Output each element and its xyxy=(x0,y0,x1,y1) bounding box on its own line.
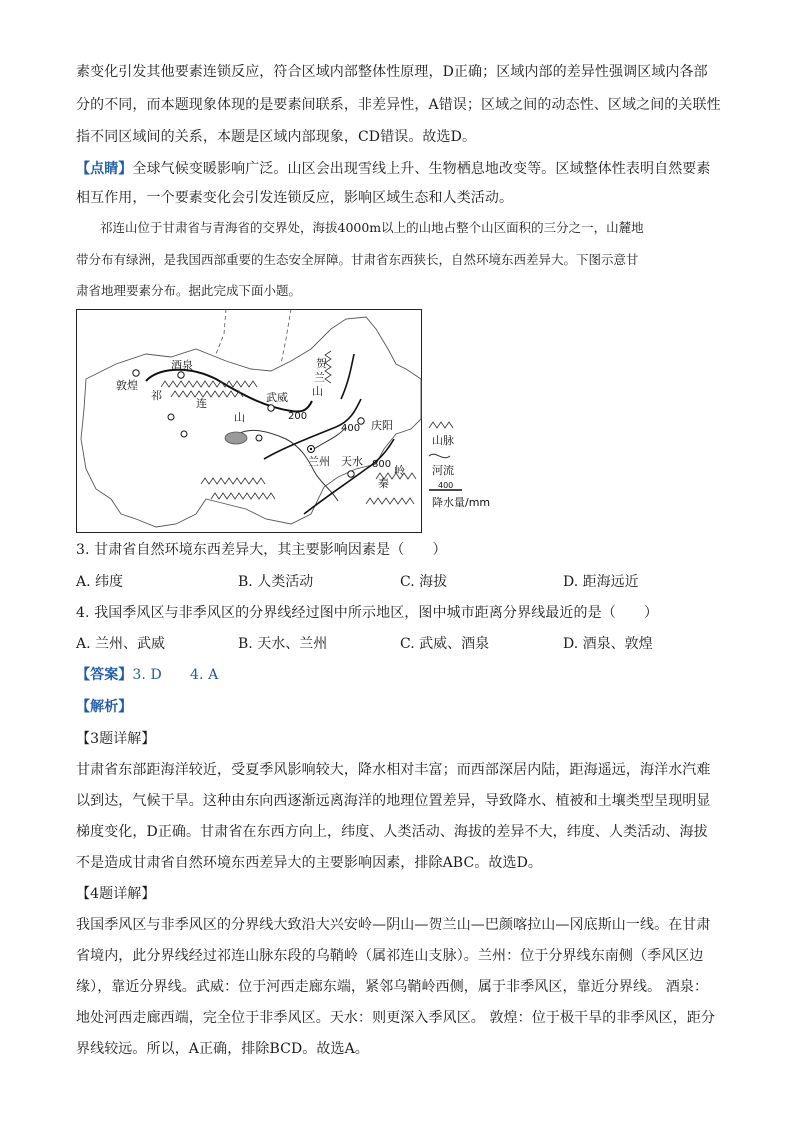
d3-line: 以到达，气候干旱。这种由东向西逐渐远离海洋的地理位置差异，导致降水、植被和土壤类型呈现明显 xyxy=(76,793,711,809)
label-ling: 岭 xyxy=(394,464,405,477)
city-unlabeled-dot xyxy=(256,435,262,441)
legend-isohyet-value: 400 xyxy=(438,481,454,490)
legend-isohyet-label: 降水量/mm xyxy=(432,496,491,509)
q4-text: 4. 我国季风区与非季风区的分界线经过图中所示地区，图中城市距离分界线最近的是（ ） xyxy=(76,605,659,621)
legend-river-label: 河流 xyxy=(432,464,454,477)
answer-text: 3. D 4. A xyxy=(132,667,219,683)
d4-line: 省境内，此分界线经过祁连山脉东段的乌鞘岭（属祁连山支脉）。兰州：位于分界线东南侧（季风区边 xyxy=(76,948,704,964)
stem-line: 带分布有绿洲，是我国西部重要的生态安全屏障。甘肃省东西狭长，自然环境东西差异大。下图示意甘 xyxy=(76,252,639,267)
city-unlabeled-dot xyxy=(168,414,174,420)
answer-line xyxy=(76,665,726,685)
q3-option-b[interactable]: B. 人类活动 xyxy=(238,574,314,590)
d3-line: 甘肃省东部距海洋较近，受夏季风影响较大，降水相对丰富；而西部深居内陆，距海遥远，海洋水汽难 xyxy=(76,762,711,778)
city-wuwei-dot xyxy=(268,405,274,411)
city-jiuquan-dot xyxy=(178,372,184,378)
stem-line: 祁连山位于甘肃省与青海省的交界处，海拔4000m以上的山地占整个山区面积的三分之一，山麓地 xyxy=(100,220,644,235)
analysis-line: 指不同区域间的关系，本题是区域内部现象，CD错误。故选D。 xyxy=(76,129,477,145)
city-dunhuang-dot xyxy=(133,370,139,376)
d3-title: 【3题详解】 xyxy=(76,731,156,747)
d4-line: 缘），靠近分界线。武威：位于河西走廊东端，紧邻乌鞘岭西侧，属于非季风区，靠近分界线。 酒泉： xyxy=(76,979,709,995)
answer-tag: 【答案】 xyxy=(76,667,133,683)
legend-mountain-label: 山脉 xyxy=(432,434,454,447)
lake xyxy=(225,432,247,444)
label-qin: 秦 xyxy=(378,477,389,490)
label-tianshui: 天水 xyxy=(341,455,363,468)
d4-line: 界线较远。所以，A正确，排除BCD。故选A。 xyxy=(76,1041,369,1057)
q4-option-c[interactable]: C. 武威、酒泉 xyxy=(400,636,490,652)
q4-option-a[interactable]: A. 兰州、武威 xyxy=(76,636,166,652)
q3-option-d[interactable]: D. 距海远近 xyxy=(563,574,639,590)
label-800: 800 xyxy=(372,459,392,470)
label-qingyang: 庆阳 xyxy=(371,419,393,432)
city-tianshui-dot xyxy=(348,471,354,477)
legend-svg xyxy=(424,418,504,518)
jiexi-tag: 【解析】 xyxy=(76,699,133,715)
dianjing-tag: 【点睛】 xyxy=(76,161,133,177)
q3-option-c[interactable]: C. 海拔 xyxy=(400,574,448,590)
legend-mountain-icon xyxy=(429,422,453,428)
map-legend xyxy=(424,418,504,518)
d4-line: 地处河西走廊西端，完全位于非季风区。天水：则更深入季风区。 敦煌：位于极干旱的非季风区，距分 xyxy=(76,1010,716,1026)
q4-option-b[interactable]: B. 天水、兰州 xyxy=(238,636,328,652)
label-wuwei: 武威 xyxy=(266,391,288,404)
legend-river-icon xyxy=(429,454,450,457)
dianjing-line xyxy=(76,159,726,179)
label-dunhuang: 敦煌 xyxy=(116,379,138,392)
d3-line: 不是造成甘肃省自然环境东西差异大的主要影响因素，排除ABC。故选D。 xyxy=(76,855,542,871)
d4-line: 我国季风区与非季风区的分界线大致沿大兴安岭—阴山—贺兰山—巴颜喀拉山—冈底斯山一线。在甘肃 xyxy=(76,917,711,933)
d4-title: 【4题详解】 xyxy=(76,886,156,902)
label-200: 200 xyxy=(288,411,308,422)
label-lan: 兰 xyxy=(314,371,325,384)
label-he: 贺 xyxy=(316,357,327,370)
lanzhou-capital-mark xyxy=(310,448,312,450)
q4-option-d[interactable]: D. 酒泉、敦煌 xyxy=(563,636,653,652)
d3-line: 梯度变化，D正确。甘肃省在东西方向上，纬度、人类活动、海拔的差异不大，纬度、人类活动、海拔 xyxy=(76,824,708,840)
analysis-line: 分的不同，而本题现象体现的是要素间联系，非差异性，A错误；区域之间的动态性、区域之间的关联性 xyxy=(76,97,721,113)
dianjing-text: 全球气候变暖影响广泛。山区会出现雪线上升、生物栖息地改变等。区域整体性表明自然要素 xyxy=(132,161,711,177)
label-shan2: 山 xyxy=(312,385,323,398)
label-lanzhou: 兰州 xyxy=(308,455,330,468)
label-400: 400 xyxy=(341,423,361,434)
label-shan: 山 xyxy=(234,411,245,424)
stem-line: 肃省地理要素分布。据此完成下面小题。 xyxy=(76,283,302,298)
label-lian: 连 xyxy=(196,397,207,410)
dianjing-line: 相互作用，一个要素变化会引发连锁反应，影响区域生态和人类活动。 xyxy=(76,190,514,206)
label-qi: 祁 xyxy=(151,389,162,402)
q3-text: 3. 甘肃省自然环境东西差异大，其主要影响因素是（ ） xyxy=(76,542,447,558)
label-jiuquan: 酒泉 xyxy=(171,359,193,372)
q3-option-a[interactable]: A. 纬度 xyxy=(76,574,124,590)
analysis-line: 素变化引发其他要素连锁反应，符合区域内部整体性原理，D正确；区域内部的差异性强调区域内各部 xyxy=(76,64,708,80)
city-unlabeled-dot xyxy=(181,431,187,437)
